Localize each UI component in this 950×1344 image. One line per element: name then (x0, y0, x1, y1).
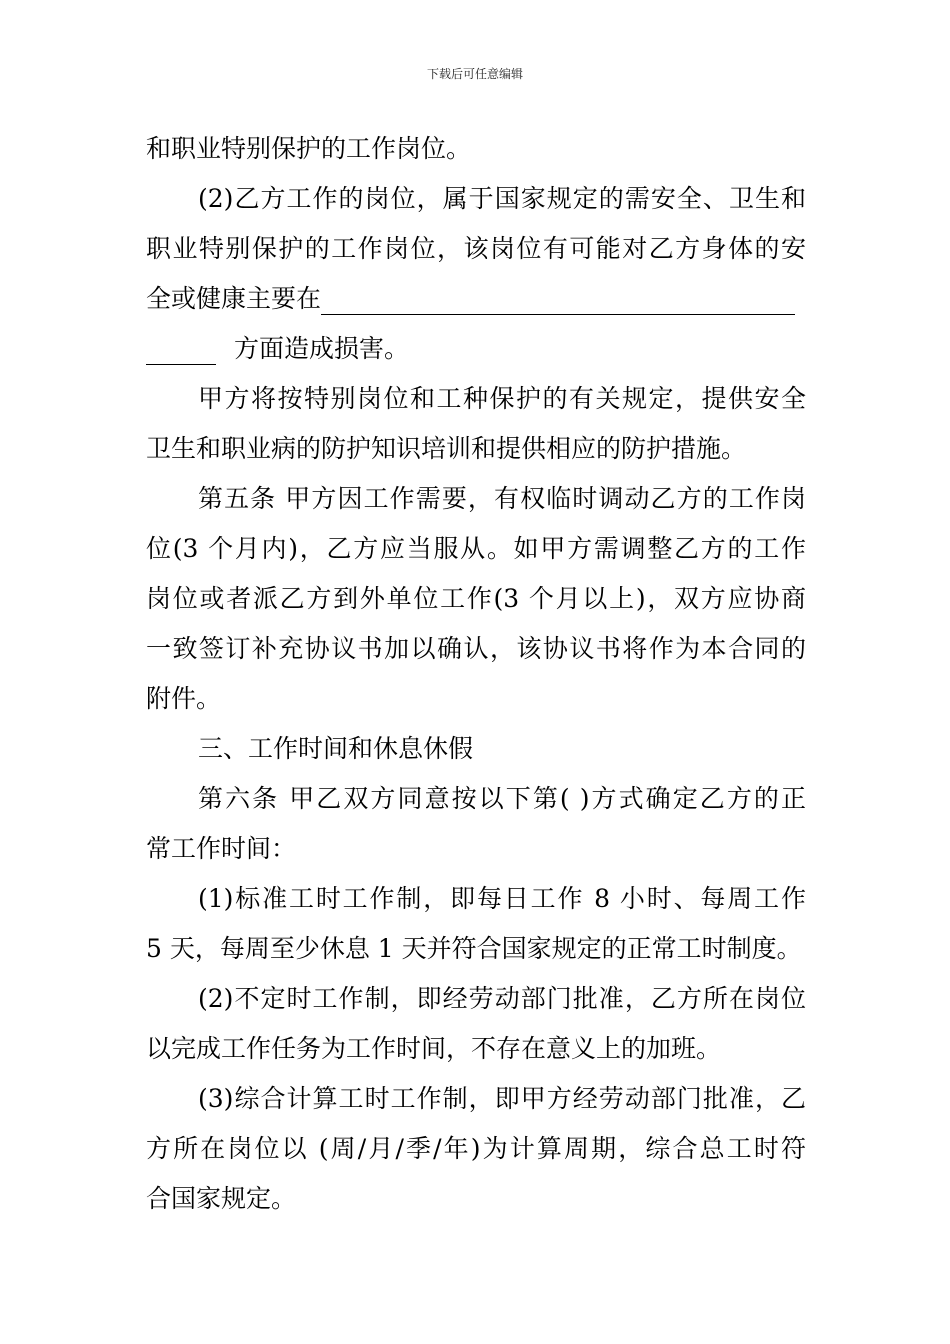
text-line: 位(3 个月内)，乙方应当服从。如甲方需调整乙方的工作 (146, 534, 806, 563)
text-line: 方所在岗位以 (周/月/季/年)为计算周期，综合总工时符 (146, 1134, 806, 1163)
text-line: (2)不定时工作制，即经劳动部门批准，乙方所在岗位 (198, 984, 806, 1013)
text-line: 5 天，每周至少休息 1 天并符合国家规定的正常工时制度。 (146, 934, 802, 963)
text-line: 甲方将按特别岗位和工种保护的有关规定，提供安全 (198, 384, 806, 413)
text-line: 第五条 甲方因工作需要，有权临时调动乙方的工作岗 (198, 484, 806, 513)
text-line: 和职业特别保护的工作岗位。 (146, 134, 472, 163)
text-line: (2)乙方工作的岗位，属于国家规定的需安全、卫生和 (198, 184, 806, 213)
text-line: 合国家规定。 (146, 1184, 297, 1213)
fill-in-blank (321, 314, 795, 315)
fill-in-blank (146, 364, 216, 365)
text-line: 附件。 (146, 684, 222, 713)
text-line: 常工作时间： (146, 834, 297, 863)
text-line-with-blank (146, 324, 806, 374)
text-line-with-blank (146, 274, 806, 324)
text-line: 卫生和职业病的防护知识培训和提供相应的防护措施。 (146, 434, 747, 463)
text-line: (1)标准工时工作制，即每日工作 8 小时、每周工作 (198, 884, 806, 913)
text-line: 以完成工作任务为工作时间，不存在意义上的加班。 (146, 1034, 722, 1063)
document-body (146, 124, 806, 1224)
text-line: 岗位或者派乙方到外单位工作(3 个月以上)，双方应协商 (146, 584, 806, 613)
text-line: 一致签订补充协议书加以确认，该协议书将作为本合同的 (146, 634, 806, 663)
text-line: 第六条 甲乙双方同意按以下第( )方式确定乙方的正 (198, 784, 806, 813)
text-line: 职业特别保护的工作岗位，该岗位有可能对乙方身体的安 (146, 234, 806, 263)
text-line: (3)综合计算工时工作制，即甲方经劳动部门批准，乙 (198, 1084, 806, 1113)
text-segment: 全或健康主要在 (146, 284, 322, 313)
section-heading: 三、工作时间和休息休假 (198, 734, 474, 763)
page-header: 下载后可任意编辑 (426, 67, 523, 81)
text-segment: 方面造成损害。 (234, 334, 410, 363)
